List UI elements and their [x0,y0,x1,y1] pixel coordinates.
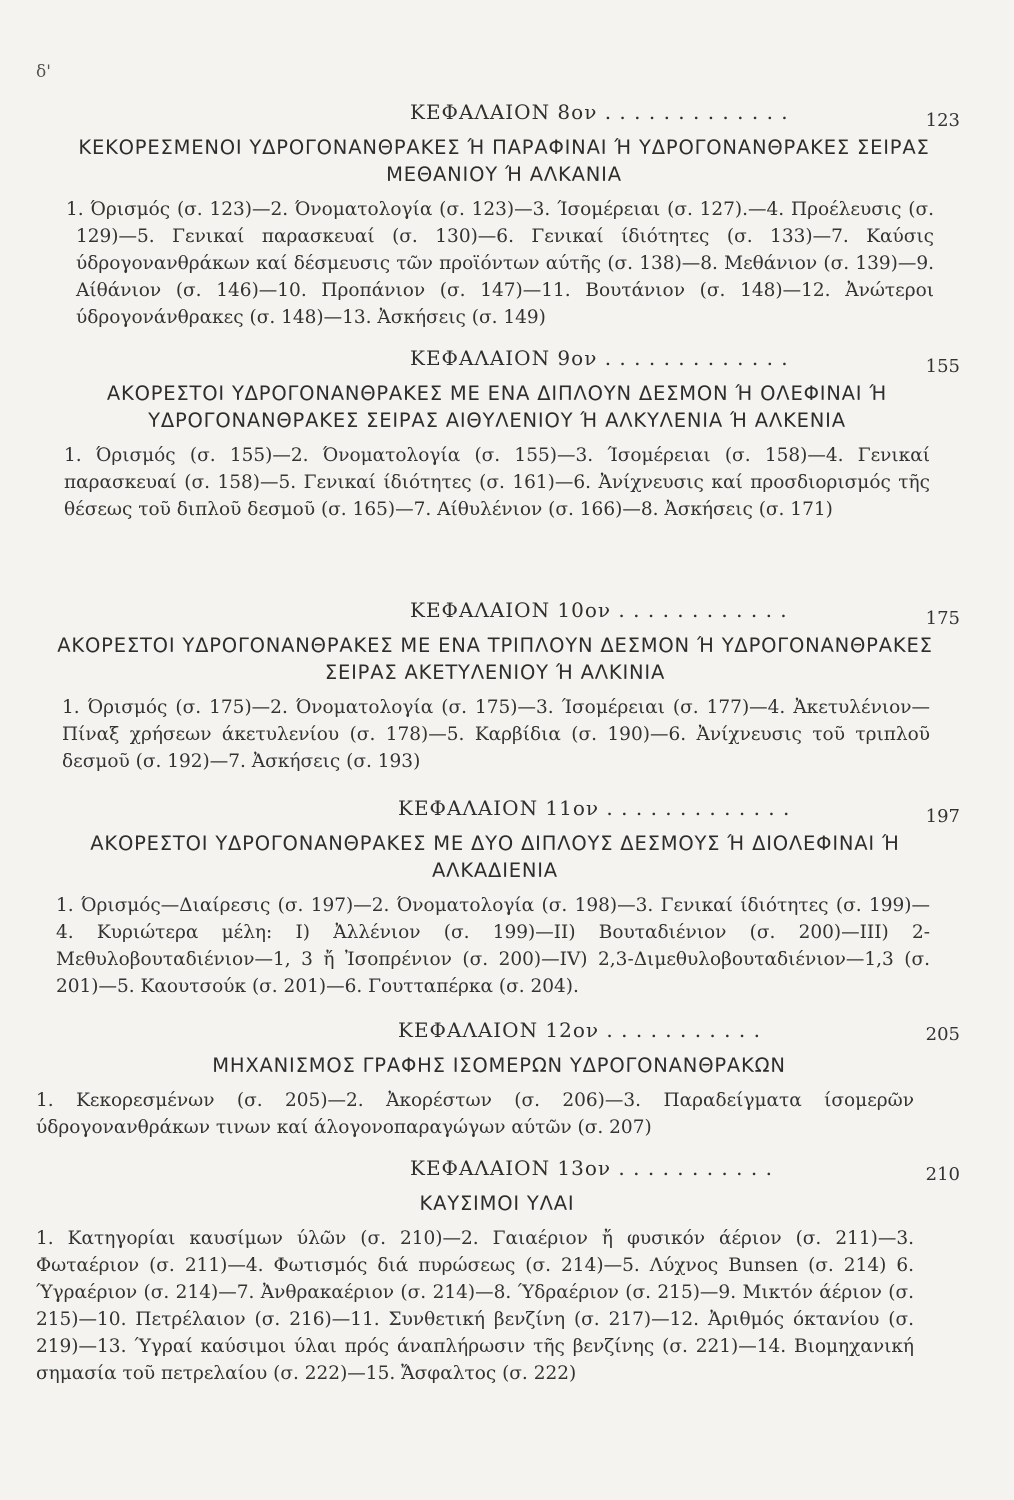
chapter-9 [0,346,1014,523]
chapter-items: 1. Κατηγορίαι καυσίμων ύλῶν (σ. 210)—2. Γαιαέριον ἤ φυσικόν άέριον (σ. 211)—3. Φωταέριον (σ. 211)—4. Φωτισμός διά πυρώσεως (σ. 214)—5. Λύχνος Bunsen (σ. 214) 6. Ύγραέριον (σ. 214)—7. Ἀνθρακαέριον (σ. 214)—8. Ύδραέριον (σ. 215)—9. Μικτόν άέριον (σ. 215)—10. Πετρέλαιον (σ. 216)—11. Συνθετική βενζίνη (σ. 217)—12. Ἀριθμός όκτανίου (σ. 219)—13. Ύγραί καύσιμοι ύλαι πρός άναπλήρωσιν τῆς βενζίνης (σ. 221)—14. Βιομηχανική σημασία τοῦ πετρελαίου (σ. 222)—15. Ἄσφαλτος (σ. 222) [36,1228,914,1384]
chapter-heading: ΚΕΦΑΛΑΙΟΝ 11ον . . . . . . . . . . . . . [398,796,791,820]
chapter-11 [0,796,1014,1000]
chapter-page: 197 [925,806,960,827]
chapter-heading: ΚΕΦΑΛΑΙΟΝ 12ον . . . . . . . . . . . [398,1018,761,1042]
chapter-page: 205 [925,1024,960,1045]
chapter-heading: ΚΕΦΑΛΑΙΟΝ 9ον . . . . . . . . . . . . . [410,346,789,370]
chapter-page: 210 [925,1164,960,1185]
chapter-13 [0,1156,1014,1387]
chapter-subtitle: ΚΕΚΟΡΕΣΜΕΝΟΙ ΥΔΡΟΓΟΝΑΝΘΡΑΚΕΣ Ή ΠΑΡΑΦΙΝΑΙ Ή ΥΔΡΟΓΟΝΑΝΘΡΑΚΕΣ ΣΕΙΡΑΣ ΜΕΘΑΝΙΟΥ Ή ΑΛΚΑΝΙΑ [78,136,930,186]
chapter-10 [0,598,1014,775]
chapter-items: 1. Όρισμός (σ. 175)—2. Όνοματολογία (σ. 175)—3. Ίσομέρειαι (σ. 177)—4. Ἀκετυλένιον—Πίναξ χρήσεων άκετυλενίου (σ. 178)—5. Καρβίδια (σ. 190)—6. Ἀνίχνευσις τοῦ τριπλοῦ δεσμοῦ (σ. 192)—7. Ἀσκήσεις (σ. 193) [62,697,930,772]
chapter-subtitle: ΚΑΥΣΙΜΟΙ ΥΛΑΙ [419,1192,575,1215]
chapter-12 [0,1018,1014,1141]
chapter-heading: ΚΕΦΑΛΑΙΟΝ 13ον . . . . . . . . . . . [410,1156,773,1180]
chapter-subtitle: ΑΚΟΡΕΣΤΟΙ ΥΔΡΟΓΟΝΑΝΘΡΑΚΕΣ ΜΕ ΔΥΟ ΔΙΠΛΟΥΣ ΔΕΣΜΟΥΣ Ή ΔΙΟΛΕΦΙΝΑΙ Ή ΑΛΚΑΔΙΕΝΙΑ [90,832,900,882]
chapter-items: 1. Όρισμός (σ. 123)—2. Όνοματολογία (σ. 123)—3. Ίσομέρειαι (σ. 127).—4. Προέλευσις (σ. 129)—5. Γενικαί παρασκευαί (σ. 130)—6. Γενικαί ίδιότητες (σ. 133)—7. Καύσις ύδρογονανθράκων καί δέσμευσις τῶν προϊόντων αύτῆς (σ. 138)—8. Μεθάνιον (σ. 139)—9. Αίθάνιον (σ. 146)—10. Προπάνιον (σ. 147)—11. Βουτάνιον (σ. 148)—12. Ἀνώτεροι ύδρογονάνθρακες (σ. 148)—13. Ἀσκήσεις (σ. 149) [66,199,934,328]
chapter-page: 175 [925,608,960,629]
chapter-subtitle: ΜΗΧΑΝΙΣΜΟΣ ΓΡΑΦΗΣ ΙΣΟΜΕΡΩΝ ΥΔΡΟΓΟΝΑΝΘΡΑΚΩΝ [212,1054,786,1077]
chapter-subtitle: ΑΚΟΡΕΣΤΟΙ ΥΔΡΟΓΟΝΑΝΘΡΑΚΕΣ ΜΕ ΕΝΑ ΔΙΠΛΟΥΝ ΔΕΣΜΟΝ Ή ΟΛΕΦΙΝΑΙ Ή ΥΔΡΟΓΟΝΑΝΘΡΑΚΕΣ ΣΕΙΡΑΣ ΑΙΘΥΛΕΝΙΟΥ Ή ΑΛΚΥΛΕΝΙΑ Ή ΑΛΚΕΝΙΑ [106,382,888,432]
chapter-items: 1. Όρισμός (σ. 155)—2. Όνοματολογία (σ. 155)—3. Ίσομέρειαι (σ. 158)—4. Γενικαί παρασκευαί (σ. 158)—5. Γενικαί ίδιότητες (σ. 161)—6. Ἀνίχνευσις καί προσδιορισμός τῆς θέσεως τοῦ διπλοῦ δεσμοῦ (σ. 165)—7. Αίθυλένιον (σ. 166)—8. Ἀσκήσεις (σ. 171) [64,445,930,520]
chapter-8 [0,100,1014,331]
chapter-items: 1. Όρισμός—Διαίρεσις (σ. 197)—2. Όνοματολογία (σ. 198)—3. Γενικαί ίδιότητες (σ. 199)—4. Κυριώτερα μέλη: I) Ἀλλένιον (σ. 199)—II) Βουταδιένιον (σ. 200)—III) 2-Μεθυλοβουταδιένιον—1, 3 ἤ Ἰσοπρένιον (σ. 200)—IV) 2,3-Διμεθυλοβουταδιένιον—1,3 (σ. 201)—5. Καουτσούκ (σ. 201)—6. Γουτταπέρκα (σ. 204). [56,895,930,997]
chapter-heading: ΚΕΦΑΛΑΙΟΝ 10ον . . . . . . . . . . . . [410,598,788,622]
chapter-page: 123 [925,110,960,131]
chapter-page: 155 [925,356,960,377]
page-marker: δ' [36,62,51,82]
chapter-heading: ΚΕΦΑΛΑΙΟΝ 8ον . . . . . . . . . . . . . [410,100,789,124]
chapter-items: 1. Κεκορεσμένων (σ. 205)—2. Ἀκορέστων (σ. 206)—3. Παραδείγματα ίσομερῶν ύδρογονανθράκων τινων καί άλογονοπαραγώγων αύτῶν (σ. 207) [36,1090,914,1138]
chapter-subtitle: ΑΚΟΡΕΣΤΟΙ ΥΔΡΟΓΟΝΑΝΘΡΑΚΕΣ ΜΕ ΕΝΑ ΤΡΙΠΛΟΥΝ ΔΕΣΜΟΝ Ή ΥΔΡΟΓΟΝΑΝΘΡΑΚΕΣ ΣΕΙΡΑΣ ΑΚΕΤΥΛΕΝΙΟΥ Ή ΑΛΚΙΝΙΑ [57,634,933,684]
